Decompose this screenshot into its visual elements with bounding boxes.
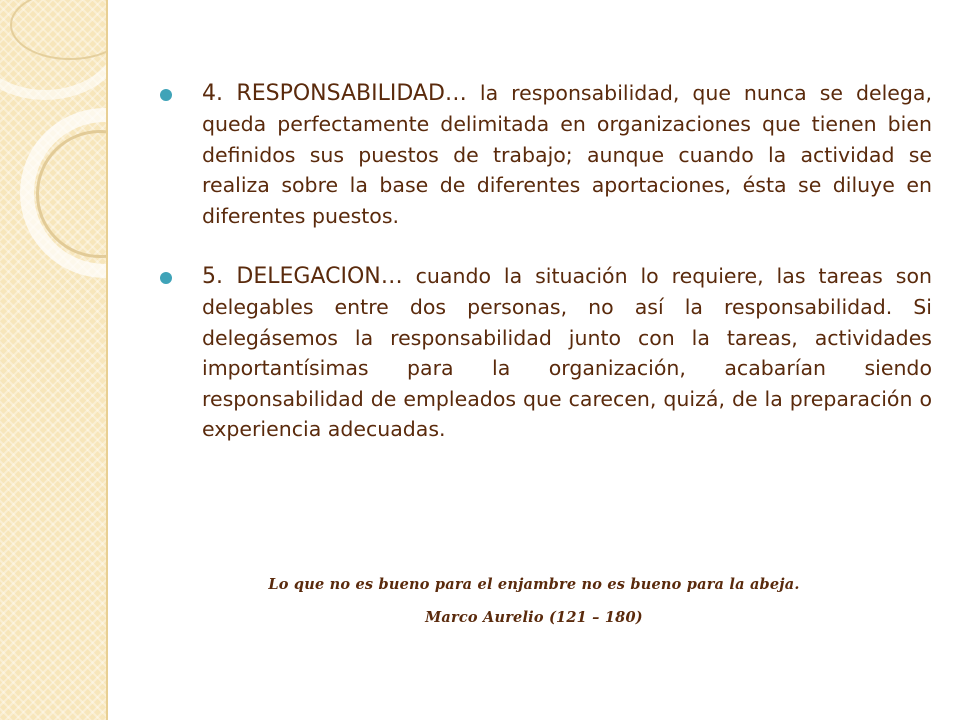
bullet-body: la responsabilidad, que nunca se delega, queda perfectamente delimitada en organizaciones que tienen bien definidos sus puestos de trabajo; aunque cuando la actividad se realiza sobre la base de diferentes aportaciones, ésta se diluye en diferentes puestos. xyxy=(202,81,932,228)
bullet-lead: 5. DELEGACION… xyxy=(202,264,403,290)
bullet-dot-icon xyxy=(160,89,172,101)
decorative-sidebar xyxy=(0,0,106,720)
bullet-lead: 4. RESPONSABILIDAD… xyxy=(202,81,467,106)
bullet-text xyxy=(202,78,932,231)
bullet-body: cuando la situación lo requiere, las tareas son delegables entre dos personas, no así la responsabilidad. Si delegásemos la responsabilidad junto con la tareas, actividades importantísimas para la organización, acabarían siendo responsabilidad de empleados que carecen, quizá, de la preparación o experiencia adecuadas. xyxy=(202,264,932,442)
quote-author: Marco Aurelio (121 – 180) xyxy=(425,609,643,626)
bullet-item-responsabilidad xyxy=(160,78,932,231)
bullet-dot-icon xyxy=(160,272,172,284)
slide-content xyxy=(160,78,932,474)
quote-text: Lo que no es bueno para el enjambre no es bueno para la abeja. xyxy=(268,576,800,593)
bullet-item-delegacion xyxy=(160,261,932,444)
bullet-text xyxy=(202,261,932,444)
